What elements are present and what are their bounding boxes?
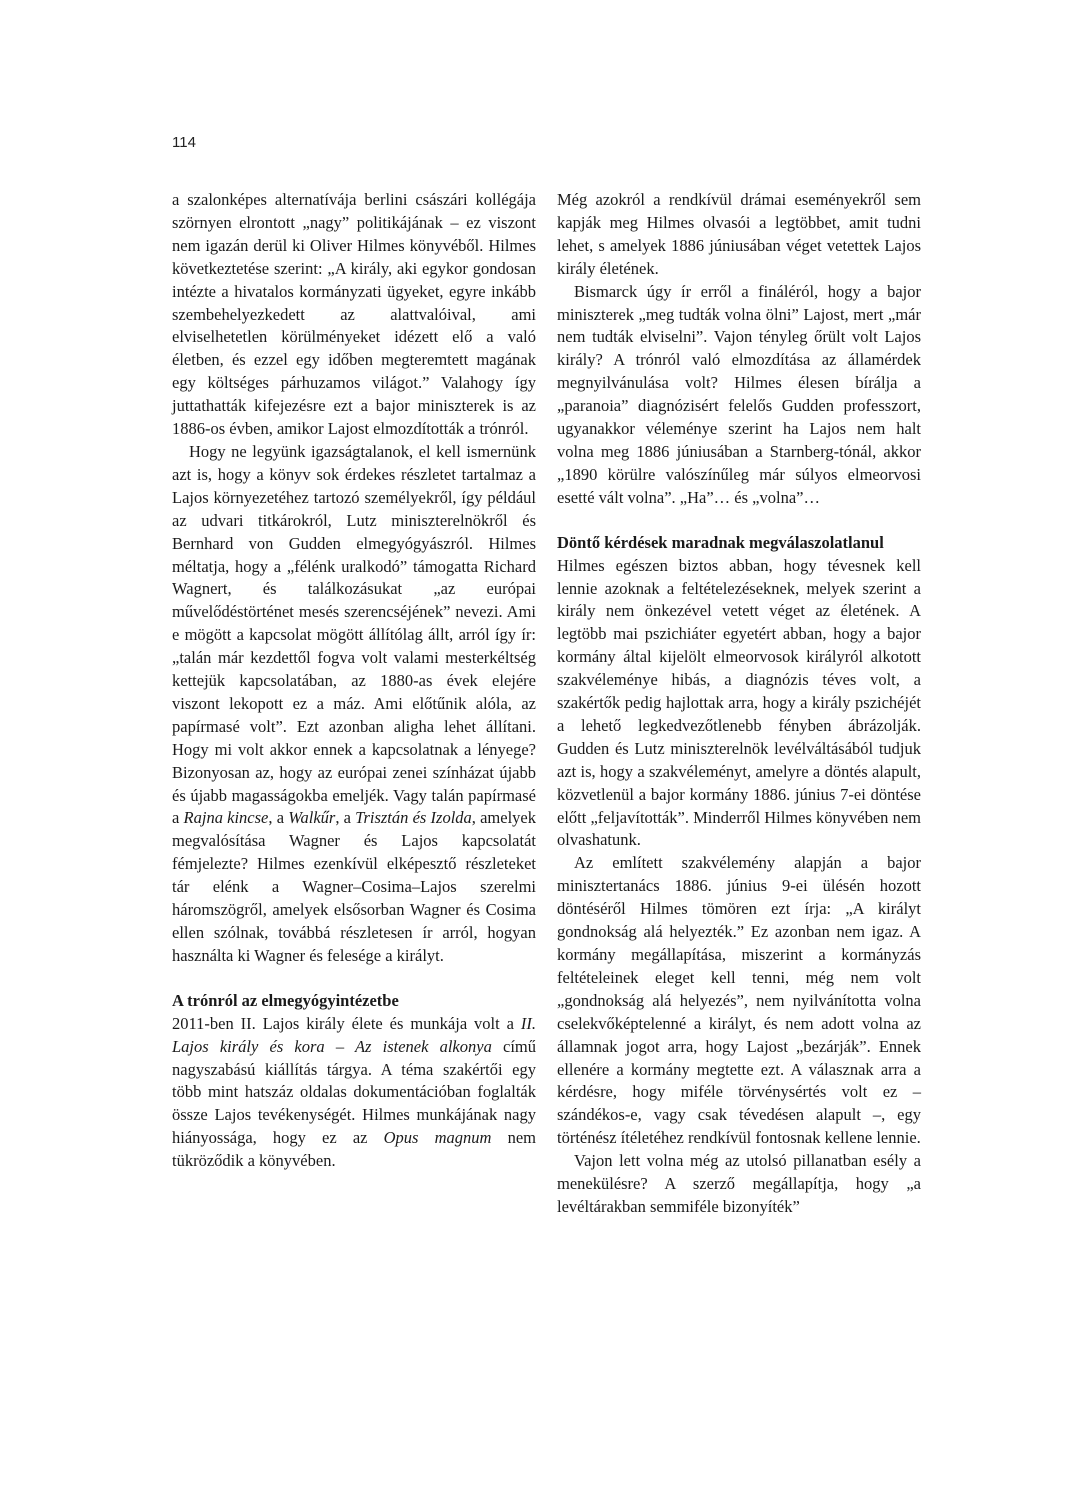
section-heading-trono: A trónról az elmegyógyintézetbe [172, 990, 399, 1010]
right-paragraph-3: Hilmes egészen biztos abban, hogy tévesnek kell lennie azoknak a feltételezéseknek, melyek szerint a király nem önkezével vetett véget az életének. A legtöbb mai pszichiáter egyetért abban, hogy a bajor kormány által kijelölt elmeorvosok királyról alkotott szakvéleménye hibás, a diagnózis téves volt, a szakértők pedig hajlottak arra, hogy a király pszichéjét a lehető legkedvezőtlenebb fényben ábrázolják. Gudden és Lutz miniszterelnök levélváltásából tudjuk azt is, hogy a szakvéleményt, amelyre a döntés alapult, közvetlenül a bajor kormány 1886. június 7-ei döntése előtt „feljavították”. Minderről Hilmes könyvében nem olvashatunk. [557, 555, 921, 850]
left-column [172, 189, 536, 1173]
opus-magnum: Opus magnum [383, 1128, 492, 1148]
exhibition-title: II. Lajos király és kora – Az istenek alkonya [172, 1013, 536, 1056]
left-paragraph-2: Hogy ne legyünk igazságtalanok, el kell ismernünk azt is, hogy a könyv sok érdekes részletet tartalmaz a Lajos környezetéhez tartozó személyekről, így például az udvari titkárokról, Lutz miniszterelnökről és Bernhard von Gudden elmegyógyászról. Hilmes méltatja, hogy a „félénk uralkodó” támogatta Richard Wagnert, és találkozásukat „az európai művelődéstörténet mesés szerencséjének” nevezi. Ami e mögött a kapcsolat mögött állítólag állt, arról így ír: „talán már kezdettől fogva volt valami mesterkéltség kettejük kapcsolatában, az 1880-as évek elejére viszont lekopott ez a máz. Ami előtűnik alóla, az papírmasé volt”. Ezt azonban aligha lehet állítani. Hogy mi volt akkor ennek a kapcsolatnak a lényege? Bizonyosan az, hogy az európai zenei színházat újabb és újabb magasságokba emeljék. Vagy talán papírmasé a Rajna kincse, a Walkűr, a Trisztán és Izolda, amelyek megvalósítása Wagner és Lajos kapcsolatát fémjelezte? Hilmes ezenkívül elképesztő részleteket tár elénk a Wagner–Cosima–Lajos szerelmi háromszögről, amelyek elsősorban Wagner és Cosima ellen szólnak, továbbá részletesen ír arról, hogyan használta ki Wagner és felesége a királyt. [172, 441, 537, 965]
right-paragraph-5: Vajon lett volna még az utolsó pillanatban esély a menekülésre? A szerző megállapítja, hogy „a levéltárakban semmiféle bizonyíték” [557, 1151, 921, 1216]
page-number: 114 [172, 134, 196, 151]
work-title-rajna: Rajna kincse [183, 808, 269, 828]
left-paragraph-1: a szalonképes alternatívája berlini császári kollégája szörnyen elrontott „nagy” politikájának – ez viszont nem igazán derül ki Oliver Hilmes könyvéből. Hilmes következtetése szerint: „A király, aki egykor gondosan intézte a hivatalos kormányzati ügyeket, egyre inkább szembehelyezkedett az alattvalóival, ami elviselhetetlen körülményeket idézett elő a való életben, és ezzel egy időben megteremtett magának egy költséges párhuzamos világot.” Valahogy így juttathatták kifejezésre ezt a bajor miniszterek is az 1886-os évben, amikor Lajost elmozdították a trónról. [172, 190, 536, 439]
right-paragraph-2: Bismarck úgy ír erről a fináléról, hogy a bajor miniszterek „meg tudták volna ölni” Lajost, mert „már nem tudták elviselni”. Vajon tényleg őrült volt Lajos király? A trónról való elmozdítása az államérdek megnyilvánulása volt? Hilmes élesen bírálja a „paranoia” diagnózisért felelős Gudden professzort, ugyanakkor véleménye szerint ha Lajos nem halt volna meg 1886 júniusában a Starnberg-tónál, akkor „1890 körülre valószínűleg már súlyos elmeorvosi esetté vált volna”. „Ha”… és „volna”… [557, 281, 921, 507]
section-heading-donto: Döntő kérdések maradnak megválaszolatlanul [557, 532, 884, 552]
left-paragraph-3: 2011-ben II. Lajos király élete és munkája volt a II. Lajos király és kora – Az istenek alkonya című nagyszabású kiállítás tárgya. A téma szakértői egy több mint hatszáz oldalas dokumentációban foglalták össze Lajos tevékenységét. Hilmes munkájának nagy hiányossága, hogy ez az Opus magnum nem tükröződik a könyvében. [172, 1013, 536, 1171]
right-paragraph-4: Az említett szakvélemény alapján a bajor minisztertanács 1886. június 9-ei ülésén hozott döntéséről Hilmes tömören ezt írja: „A királyt gondnokság alá helyezték.” Ez azonban nem igaz. A kormány megállapítása, miszerint a kormányzás feltételeinek eleget kell tenni, még nem volt „gondnokság alá helyezés”, nem nyilvánította volna cselekvőképtelenné a királyt, és nem adott volna az államnak jogot arra, hogy Lajost „bezárják”. Ennek ellenére a kormány megtette ezt. A válasznak arra a kérdésre, hogy miféle törvénysértés volt ez – szándékos-e, vagy csak tévedésen alapult –, egy történész ítéletéhez rendkívül fontosnak kellene lennie. [557, 853, 921, 1148]
work-title-walkur: Walkűr [288, 808, 336, 828]
work-title-tristan: Trisztán és Izolda [355, 808, 472, 828]
right-column [557, 189, 921, 1219]
right-paragraph-1: Még azokról a rendkívül drámai eseményekről sem kapják meg Hilmes olvasói a legtöbbet, amit tudni lehet, s amelyek 1886 júniusában véget vetettek Lajos király életének. [557, 190, 921, 278]
